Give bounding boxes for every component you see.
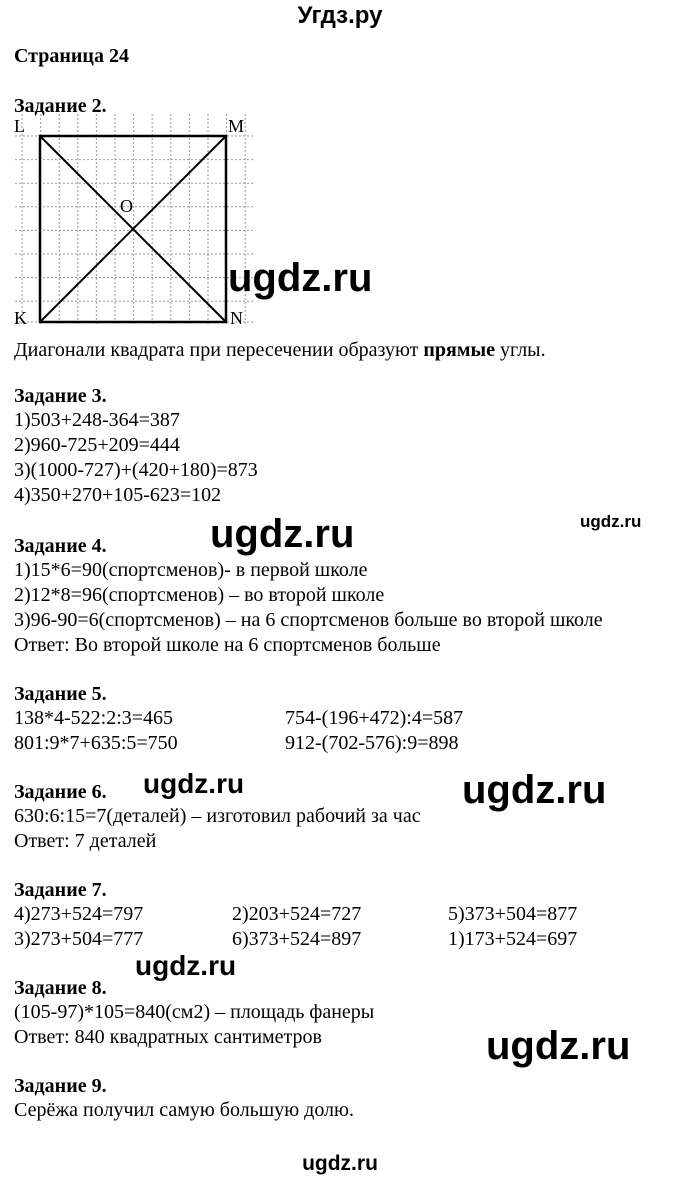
task5-expression: 801:9*7+635:5=750 (14, 732, 178, 754)
watermark: ugdz.ru (486, 1024, 631, 1068)
site-footer-watermark: ugdz.ru (302, 1152, 378, 1175)
point-label-n: N (230, 308, 243, 328)
square-diagonals-figure (10, 114, 260, 330)
task8-line: (105-97)*105=840(см2) – площадь фанеры (14, 1001, 375, 1023)
watermark: ugdz.ru (228, 256, 373, 300)
task2-answer-end: углы. (495, 339, 546, 361)
task2-answer-start: Диагонали квадрата при пересечении образуют (14, 339, 424, 361)
task3-title: Задание 3. (14, 385, 107, 407)
watermark: ugdz.ru (462, 768, 607, 812)
point-label-l: L (14, 116, 25, 136)
site-header-title: Угдз.ру (297, 2, 383, 29)
task7-expression: 4)273+524=797 (14, 903, 144, 925)
task2-title: Задание 2. (14, 95, 107, 117)
point-label-m: M (228, 116, 245, 136)
task7-expression: 2)203+524=727 (232, 903, 362, 925)
task3-line: 1)503+248-364=387 (14, 409, 180, 431)
task7-expression: 5)373+504=877 (448, 903, 578, 925)
task7-title: Задание 7. (14, 879, 107, 901)
task2-answer-bold: прямые (423, 339, 495, 361)
task9-title: Задание 9. (14, 1075, 107, 1097)
task7-expression: 3)273+504=777 (14, 928, 144, 950)
watermark: ugdz.ru (135, 950, 237, 981)
watermark: ugdz.ru (580, 512, 642, 531)
task7-expression: 1)173+524=697 (448, 928, 578, 950)
page-title: Страница 24 (14, 45, 129, 67)
task4-line: 3)96-90=6(спортсменов) – на 6 спортсменов больше во второй школе (14, 609, 603, 631)
task7-expression: 6)373+524=897 (232, 928, 362, 950)
task6-answer: Ответ: 7 деталей (14, 830, 157, 852)
watermark: ugdz.ru (143, 768, 245, 799)
task4-answer: Ответ: Во второй школе на 6 спортсменов больше (14, 634, 441, 656)
task3-line: 4)350+270+105-623=102 (14, 484, 222, 506)
task4-title: Задание 4. (14, 535, 107, 557)
task4-line: 1)15*6=90(спортсменов)- в первой школе (14, 559, 368, 581)
task3-line: 2)960-725+209=444 (14, 434, 180, 456)
task8-title: Задание 8. (14, 977, 107, 999)
task5-title: Задание 5. (14, 683, 107, 705)
task2-answer (14, 338, 546, 362)
task8-answer: Ответ: 840 квадратных сантиметров (14, 1026, 322, 1048)
task6-title: Задание 6. (14, 781, 107, 803)
task5-expression: 912-(702-576):9=898 (285, 732, 459, 754)
diagonals (40, 136, 226, 322)
task4-line: 2)12*8=96(спортсменов) – во второй школе (14, 584, 385, 606)
watermark: ugdz.ru (210, 512, 355, 556)
point-label-o: O (120, 196, 133, 216)
task5-expression: 754-(196+472):4=587 (285, 707, 464, 729)
task5-expression: 138*4-522:2:3=465 (14, 707, 174, 729)
task6-line: 630:6:15=7(деталей) – изготовил рабочий за час (14, 805, 421, 827)
task3-line: 3)(1000-727)+(420+180)=873 (14, 459, 258, 481)
point-label-k: K (14, 308, 27, 328)
task9-answer: Серёжа получил самую большую долю. (14, 1099, 354, 1121)
